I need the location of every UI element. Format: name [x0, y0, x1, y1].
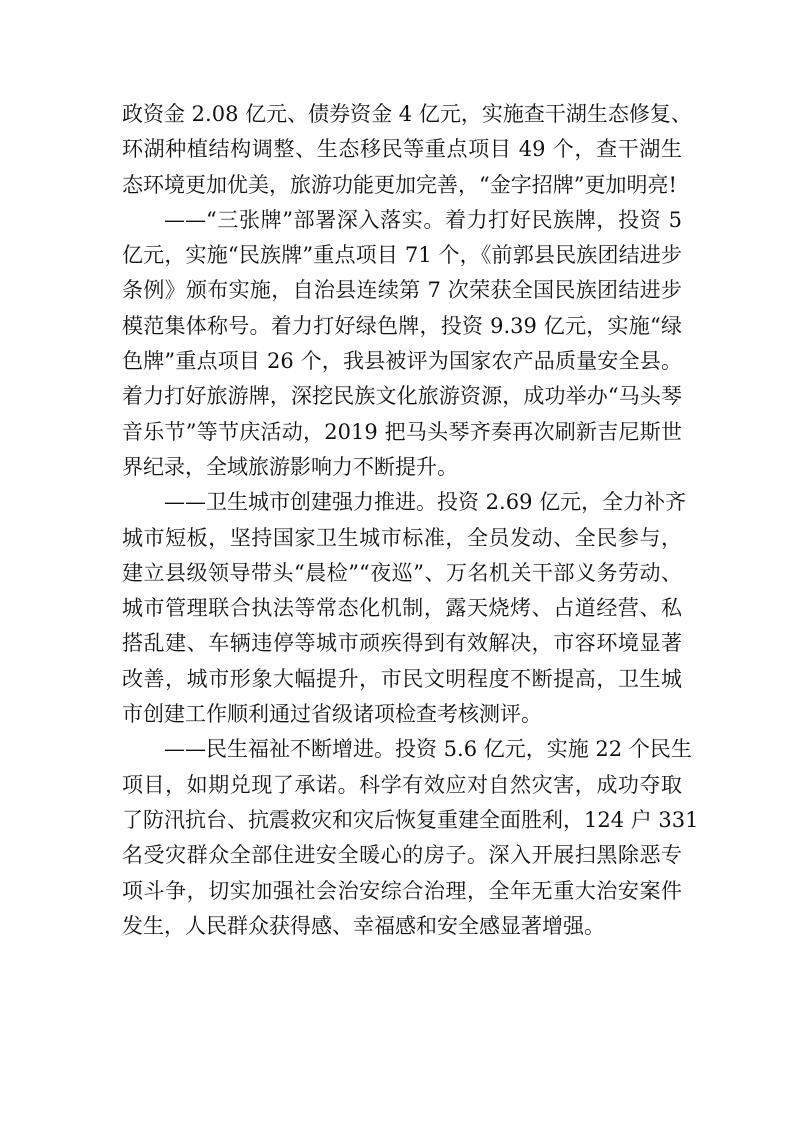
paragraph-sanitary-city [122, 485, 687, 732]
text-line: 名受灾群众全部住进安全暖心的房子。深入开展扫黑除恶专 [122, 843, 682, 868]
text-line: ——“三张牌”部署深入落实。着力打好民族牌，投资 5 [164, 207, 682, 232]
text-line: 城市短板，坚持国家卫生城市标准，全员发动、全民参与， [122, 525, 682, 550]
text-line: 政资金 2.08 亿元、债券资金 4 亿元，实施查干湖生态修复、 [122, 102, 692, 126]
text-line: 音乐节”等节庆活动，2019 把马头琴齐奏再次刷新吉尼斯世 [122, 419, 682, 444]
text-line: ——卫生城市创建强力推进。投资 2.69 亿元，全力补齐 [164, 490, 687, 515]
body-text [122, 97, 699, 944]
text-line: 环湖种植结构调整、生态移民等重点项目 49 个，查干湖生 [122, 137, 682, 162]
text-line: 搭乱建、车辆违停等城市顽疾得到有效解决，市容环境显著 [122, 631, 682, 656]
text-line: 城市管理联合执法等常态化机制，露天烧烤、占道经营、私 [122, 596, 682, 621]
text-line: ——民生福祉不断增进。投资 5.6 亿元，实施 22 个民生 [164, 737, 692, 762]
text-line: 色牌”重点项目 26 个，我县被评为国家农产品质量安全县。 [122, 349, 682, 374]
text-line: 建立县级领导带头“晨检”“夜巡”、万名机关干部义务劳动、 [122, 560, 682, 585]
text-line: 市创建工作顺利通过省级诸项检查考核测评。 [122, 702, 542, 727]
text-line: 模范集体称号。着力打好绿色牌，投资 9.39 亿元，实施“绿 [122, 313, 682, 338]
text-line: 界纪录，全域旅游影响力不断提升。 [122, 454, 458, 479]
paragraph-three-brands [122, 203, 682, 485]
text-line: 项斗争，切实加强社会治安综合治理，全年无重大治安案件 [122, 878, 682, 903]
text-line: 改善，城市形象大幅提升，市民文明程度不断提高，卫生城 [122, 666, 682, 691]
text-line: 条例》颁布实施，自治县连续第 7 次荣获全国民族团结进步 [122, 278, 682, 303]
text-line: 了防汛抗台、抗震救灾和灾后恢复重建全面胜利，124 户 331 [122, 807, 699, 832]
text-line: 态环境更加优美，旅游功能更加完善，“金字招牌”更加明亮! [122, 172, 677, 197]
text-line: 亿元，实施“民族牌”重点项目 71 个，《前郭县民族团结进步 [122, 243, 682, 268]
paragraph-livelihood [122, 732, 699, 944]
text-line: 着力打好旅游牌，深挖民族文化旅游资源，成功举办“马头琴 [122, 384, 682, 409]
text-line: 发生，人民群众获得感、幸福感和安全感显著增强。 [122, 913, 605, 938]
paragraph-ecology [122, 97, 692, 203]
text-line: 项目，如期兑现了承诺。科学有效应对自然灾害，成功夺取 [122, 772, 682, 797]
